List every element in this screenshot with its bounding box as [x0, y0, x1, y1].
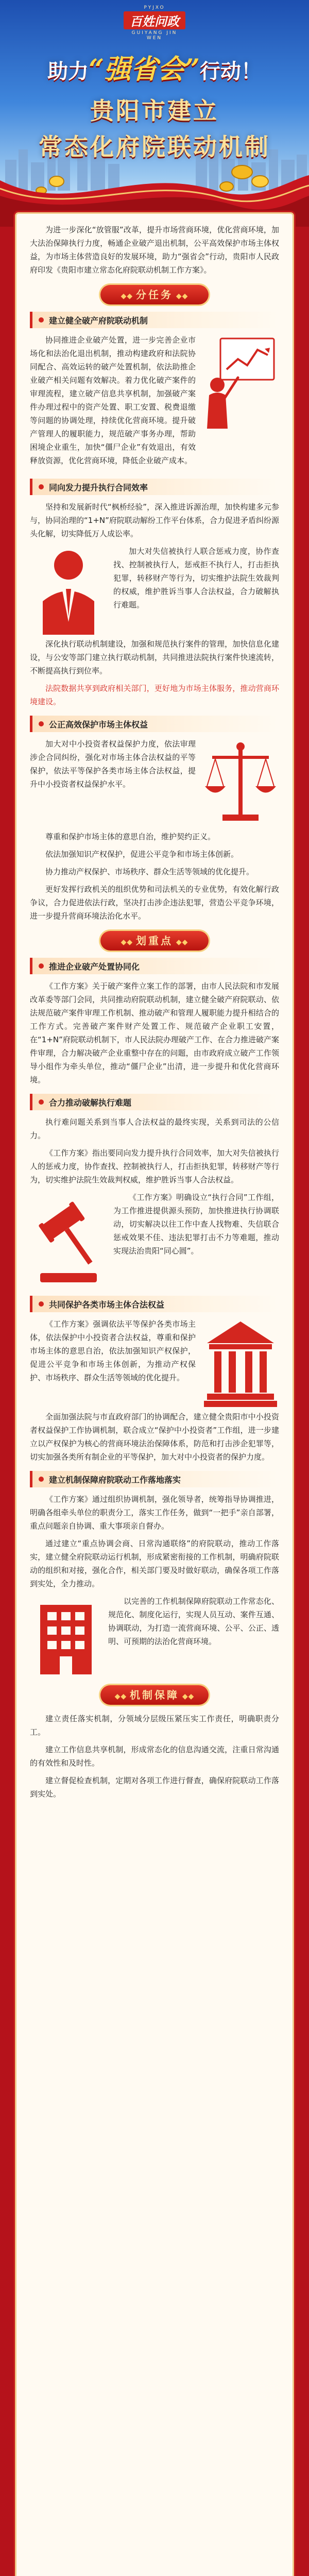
- subtitle-line-1: 贵阳市建立: [90, 97, 219, 125]
- bullet-icon: [39, 484, 44, 489]
- bullet-icon: [39, 721, 44, 726]
- subsection-title: 共同保护各类市场主体合法权益: [49, 1299, 165, 1310]
- paragraph: 加大对失信被执行人联合惩戒力度，协作查找、控制被执行人，惩戒拒不执行人，打击拒执犯罪，转移财产等行为，切实维护法院生效裁判的权威，维护胜诉当事人合法权益，合力破解执行难题。: [113, 547, 279, 609]
- subsection-header: [30, 312, 279, 328]
- content-panel: [16, 214, 293, 2576]
- paragraph: 坚持和发展新时代“枫桥经验”，深入推进诉源治理，加快构建多元参与，协同治理的“1+N”府院联动解纷工作平台体系，合力促进矛盾纠纷源头化解，切实降低万人成讼率。: [30, 502, 279, 538]
- person-icon: [30, 545, 107, 637]
- paragraph: 以完善的工作机制保障府院联动工作常态化、规范化、制度化运行，实现人员互动、案件互通、协调联动，为打造一流营商环境、公平、公正、透明、可预期的法治化营商环境。: [108, 1597, 279, 1646]
- paragraph: 协同推进企业破产处置，进一步完善企业市场化和法治化退出机制，推动构建政府和法院协同配合、高效运转的破产处置机制，依法助推企业破产相关问题有效解决。着力优化破产案件的审理流程，建立破产信息共享机制，加强破产案件办理过程中的资产处置、职工安置、税费退缴等问题的协调处理，持续优化营商环境。提升破产管理人的履职能力，规范破产事务办理，帮助困境企业重生，加快“僵尸企业”有效退出，有效释放资源，优化营商环境，降低企业破产成本。: [30, 335, 196, 465]
- paragraph: 加大对中小投资者权益保护力度，依法审理涉企合同纠纷，强化对市场主体合法权益的平等保护，依法平等保护各类市场主体合法权益，提升中小投资者权益保护水平。: [30, 739, 196, 789]
- paragraph: 尊重和保护市场主体的意思自治，维护契约正义。: [45, 832, 216, 841]
- logo-top: PYJXO: [144, 5, 165, 10]
- paragraph: 深化执行联动机制建设，加强和规范执行案件的管理，加快信息化建设，与公安等部门建立执行联动机制，共同推进法院执行案件快速流转，不断提高执行到位率。: [30, 639, 279, 675]
- subsection-body: [30, 333, 279, 471]
- logo-bottom: GUIYANG JIN WEN: [131, 30, 178, 41]
- subsection-header: [30, 958, 279, 974]
- section-title-text: 分任务: [136, 289, 173, 301]
- subsection-title: 建立机制保障府院联动工作落地落实: [49, 1475, 181, 1485]
- subsection-body: [30, 545, 279, 637]
- intro-paragraph: 为进一步深化“放管服”改革，提升市场营商环境，优化营商环境，加大法治保障执行力度，畅通企业破产退出机制，公平高效保护市场主体权益，为市场主体营造良好的发展环境，助力“强省会”行动，贵阳市人民政府印发《贵阳市建立常态化府院联动机制工作方案》。: [30, 225, 279, 275]
- title-suffix: 行动！: [199, 59, 262, 83]
- hero-banner: [0, 0, 309, 227]
- paragraph: 《工作方案》关于破产案件立案工作的部署，由市人民法院和市发展改革委等部门会同，共同推动府院联动机制，建立健全破产府院联动、依法规范破产案件审理工作机制、推动破产和管理人履职能力提升相结合的工作方式。完善破产案件财产处置工作、规范破产企业职工安置，在“1+N”府院联动机制下，市人民法院办理破产工作、在合力推进破产案件审理，合力解决破产企业重整中存在的问题，由市政府成立破产工作领导小组作为牵头单位，推动“僵尸企业”出清，进一步提升和优化营商环境。: [30, 981, 279, 1084]
- paragraph: 更好发挥行政机关的组织优势和司法机关的专业优势，有效化解行政争议，合力促进依法行政，坚决打击涉企违法犯罪，营造公平竞争环境，进一步提升营商环境法治化水平。: [30, 885, 279, 921]
- paragraph: 依法加强知识产权保护，促进公平竞争和市场主体创新。: [45, 850, 239, 859]
- guarantee-item: 建立工作信息共享机制，形成常态化的信息沟通交流，注重日常沟通的有效性和及时性。: [30, 1745, 279, 1768]
- paragraph: 《工作方案》指出要同向发力提升执行合同效率，加大对失信被执行人的惩戒力度，协作查找、控制被执行人，打击拒执犯罪，转移财产等行为，切实维护法院生效裁判权威，维护胜诉当事人合法权益。: [30, 1148, 279, 1184]
- subsection-header: [30, 716, 279, 732]
- title-line-1: [0, 47, 309, 86]
- court-building-icon: [202, 1317, 279, 1410]
- title-prefix: 助力: [47, 59, 89, 83]
- paragraph: 法院数据共享到政府相关部门，更好地为市场主体服务，推动营商环境建设。: [30, 684, 279, 706]
- bullet-icon: [39, 963, 44, 969]
- paragraph: 通过建立“重点协调会商、日常沟通联络”的府院联动，推动工作落实，建立健全府院联动运行机制，形成紧密衔接的工作机制，明确府院联动的组织和对接，强化合作，相关部门要及时做好联动，确保各项工作落到实处，全力推动。: [30, 1539, 279, 1588]
- bullet-icon: [39, 1301, 44, 1307]
- subsection-header: [30, 1094, 279, 1110]
- paragraph: 全面加强法院与市直政府部门的协调配合，建立健全贵阳市中小投资者权益保护工作协调机制，联合成立“保护中小投资者”工作组，进一步建立以产权保护为核心的营商环境法治保障体系，防范和打击涉企犯罪等，切实加强各类所有制企业的平等保护，加大对中小投资者的保护力度。: [30, 1412, 279, 1462]
- subsection-header: [30, 1471, 279, 1487]
- gavel-icon: [30, 1191, 107, 1289]
- bullet-icon: [39, 1099, 44, 1105]
- guarantee-item: 建立督促检查机制，定期对各项工作进行督查，确保府院联动工作落到实处。: [30, 1776, 279, 1799]
- paragraph: 《工作方案》明确设立“执行合同”工作组，为工作推进提供源头预防，加快推进执行协调联动，切实解决以往工作中查人找物难、失信联合惩戒效果不佳、违法犯罪打击不力等难题，推动实现法治贵阳“同心圆”。: [113, 1193, 279, 1256]
- logo: [124, 5, 185, 41]
- subsection-header: [30, 1296, 279, 1312]
- paragraph: 协力推动产权保护、市场秩序、群众生活等领域的优化提升。: [45, 867, 254, 876]
- section-title-text: 划重点: [136, 935, 173, 947]
- section-title-guarantee: ◆◆ 机制保障 ◆◆: [100, 1685, 209, 1705]
- paragraph: 《工作方案》强调依法平等保护各类市场主体，依法保护中小投资者合法权益，尊重和保护市场主体的意思自治，依法加强知识产权保护，促进公平竞争和市场主体创新，为推动产权保护、市场秩序、群众生活等领域的优化提升。: [30, 1319, 196, 1382]
- justice-scale-icon: [202, 737, 279, 830]
- bullet-icon: [39, 1477, 44, 1482]
- subsection-body: [30, 1595, 279, 1677]
- paragraph: 《工作方案》通过组织协调机制，强化领导者，统筹指导协调推进，明确各组牵头单位的职责分工，落实工作任务，做到“一把手”亲自部署，重点问题亲自协调、重大事项亲自督办。: [30, 1495, 279, 1531]
- logo-main: 百姓问政: [124, 11, 185, 29]
- subsection-title: 合力推动破解执行难题: [49, 1097, 132, 1108]
- office-building-icon: [30, 1595, 102, 1677]
- subsection-title: 推进企业破产处置协同化: [49, 961, 140, 972]
- subsection-header: [30, 479, 279, 495]
- subsection-title: 建立健全破产府院联动机制: [49, 315, 148, 326]
- title-quote: “强省会”: [89, 54, 200, 85]
- bullet-icon: [39, 317, 44, 323]
- subsection-body: [30, 737, 279, 830]
- subsection-body: [30, 1191, 279, 1289]
- section-title-tasks: ◆◆ 分任务 ◆◆: [100, 285, 209, 304]
- subsection-body: [30, 1317, 279, 1410]
- subsection-title: 同向发力提升执行合同效率: [49, 482, 148, 493]
- section-title-key-points: ◆◆ 划重点 ◆◆: [100, 931, 209, 951]
- section-title-text: 机制保障: [130, 1689, 179, 1701]
- subsection-title: 公正高效保护市场主体权益: [49, 719, 148, 730]
- presentation-chart-icon: [202, 333, 279, 431]
- guarantee-item: 建立责任落实机制，分领域分层级压紧压实工作责任，明确职责分工。: [30, 1714, 279, 1737]
- subtitle-line-2: 常态化府院联动机制: [39, 133, 270, 161]
- paragraph: 执行难问题关系到当事人合法权益的最终实现，关系到司法的公信力。: [30, 1117, 279, 1140]
